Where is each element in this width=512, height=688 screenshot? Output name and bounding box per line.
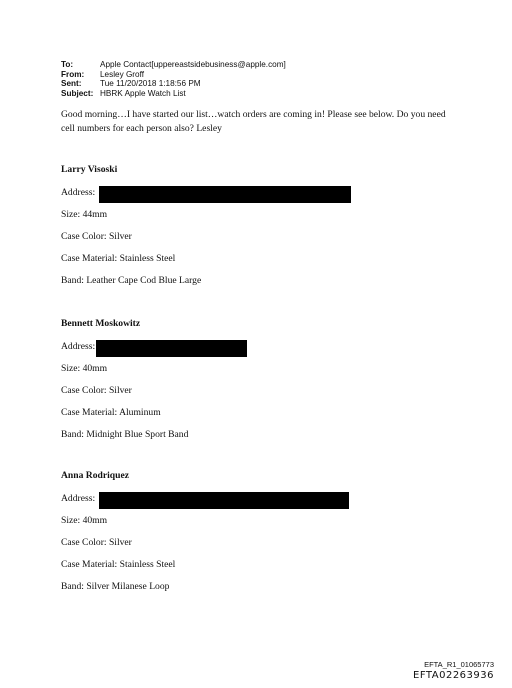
footer-bates-id-2: EFTA02263936 bbox=[413, 670, 494, 681]
header-to bbox=[61, 60, 286, 70]
email-body: Good morning…I have started our list…watch orders are coming in! Please see below. Do you need cell numbers for each person also? Lesley bbox=[61, 109, 446, 134]
address-field bbox=[61, 336, 188, 358]
address-field bbox=[61, 488, 175, 510]
redaction-bar bbox=[99, 186, 351, 203]
address-label: Address: bbox=[61, 187, 96, 198]
header-label: Subject: bbox=[61, 88, 94, 98]
case-material-field: Case Material: Aluminum bbox=[61, 407, 161, 418]
address-field bbox=[61, 182, 201, 204]
size-field: Size: 40mm bbox=[61, 363, 108, 374]
case-color-field: Case Color: Silver bbox=[61, 537, 132, 548]
header-label: From: bbox=[61, 69, 85, 79]
header-label: Sent: bbox=[61, 79, 82, 89]
header-value: Lesley Groff bbox=[100, 69, 144, 79]
header-value: Tue 11/20/2018 1:18:56 PM bbox=[100, 79, 201, 89]
person-entry bbox=[61, 468, 175, 598]
person-name: Larry Visoski bbox=[61, 164, 118, 175]
redaction-bar bbox=[99, 492, 349, 509]
case-material-field: Case Material: Stainless Steel bbox=[61, 253, 176, 264]
band-field: Band: Leather Cape Cod Blue Large bbox=[61, 275, 202, 286]
header-value: HBRK Apple Watch List bbox=[100, 88, 186, 98]
person-entry bbox=[61, 162, 201, 292]
person-name: Anna Rodriquez bbox=[61, 470, 129, 481]
case-color-field: Case Color: Silver bbox=[61, 231, 132, 242]
footer-bates-id-1: EFTA_R1_01065773 bbox=[424, 660, 494, 669]
size-field: Size: 44mm bbox=[61, 209, 108, 220]
email-header bbox=[61, 60, 286, 98]
address-label: Address: bbox=[61, 341, 96, 352]
band-field: Band: Midnight Blue Sport Band bbox=[61, 429, 189, 440]
case-color-field: Case Color: Silver bbox=[61, 385, 132, 396]
header-label: To: bbox=[61, 60, 74, 69]
header-from bbox=[61, 70, 286, 80]
band-field: Band: Silver Milanese Loop bbox=[61, 581, 170, 592]
person-name: Bennett Moskowitz bbox=[61, 318, 141, 329]
person-entry bbox=[61, 316, 188, 446]
header-subject bbox=[61, 89, 286, 99]
redaction-bar bbox=[96, 340, 247, 357]
header-sent bbox=[61, 79, 286, 89]
size-field: Size: 40mm bbox=[61, 515, 108, 526]
address-label: Address: bbox=[61, 493, 96, 504]
header-value: Apple Contact[uppereastsidebusiness@apple.com] bbox=[100, 60, 286, 69]
case-material-field: Case Material: Stainless Steel bbox=[61, 559, 176, 570]
